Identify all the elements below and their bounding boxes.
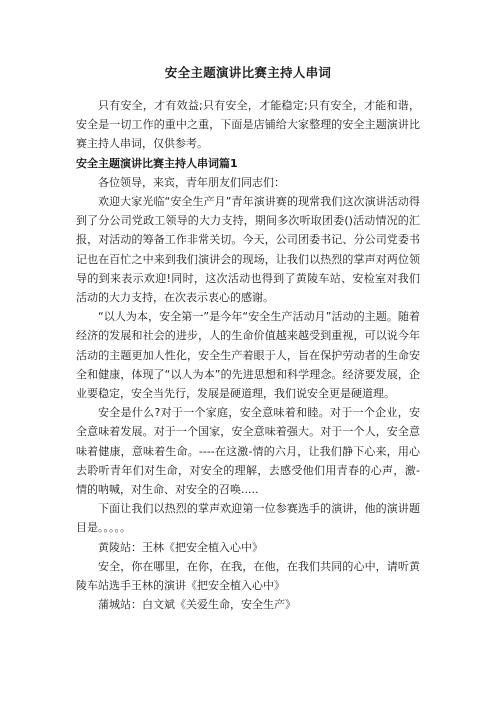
- speaker-2-line: 蒲城站：白文斌《关爱生命，安全生产》: [98, 598, 296, 612]
- theme-paragraph: “以人为本，安全第一”是今年“安全生产活动月”活动的主题。随着经济的发展和社会的进步，人的生命价值越来越受到重视，可以说今年活动的主题更加人性化，安全生产着眼于人，旨在保护劳动者的生命安全和健康，体现了“以人为本”的先进思想和科学理念。经济要发展，企业要稳定，安全当先行，发展是硬道理，我们说安全更是硬道理。: [76, 310, 420, 401]
- section-heading: 安全主题演讲比赛主持人串词篇1: [76, 156, 238, 170]
- intro-paragraph: 只有安全，才有效益;只有安全，才能稳定;只有安全，才能和谐，安全是一切工作的重中之重，下面是店铺给大家整理的安全主题演讲比赛主持人串词，仅供参考。: [76, 99, 420, 151]
- speaker-1-intro: 安全，你在哪里，在你，在我，在他，在我们共同的心中，请听黄陵车站选手王林的演讲《把安全植入心中》: [76, 559, 420, 593]
- greeting-paragraph: 各位领导，来宾，青年朋友们同志们：: [98, 175, 285, 189]
- document-body: [76, 96, 420, 614]
- invite-paragraph: 下面让我们以热烈的掌声欢迎第一位参赛选手的演讲，他的演讲题目是。。。。。: [76, 502, 420, 535]
- document-title: 安全主题演讲比赛主持人串词: [164, 65, 332, 80]
- speaker-1-line: 黄陵站：王林《把安全植入心中》: [98, 540, 263, 554]
- safety-paragraph: 安全是什么?对于一个家庭，安全意味着和睦。对于一个企业，安全意味着发展。对于一个国家，安全意味着强大。对于一个人，安全意味着健康，意味着生命。----在这激-情的六月，让我们静下心来，用心去聆听青年们对生命，对安全的理解，去感受他们用青春的心声，激-情的呐喊，对生命、对安全的召唤.....: [76, 406, 420, 497]
- welcome-paragraph: 欢迎大家光临“安全生产月”青年演讲赛的现常我们这次演讲活动得到了分公司党政工领导的大力支持，期间多次听取团委()活动情况的汇报，对活动的筹备工作非常关切。今天，公司团委书记、分公司党委书记也在百忙之中来到我们演讲会的现场，让我们以热烈的掌声对两位领导的到来表示欢迎!同时，这次活动也得到了黄陵车站、安检室对我们活动的大力支持，在次表示衷心的感谢。: [76, 195, 420, 305]
